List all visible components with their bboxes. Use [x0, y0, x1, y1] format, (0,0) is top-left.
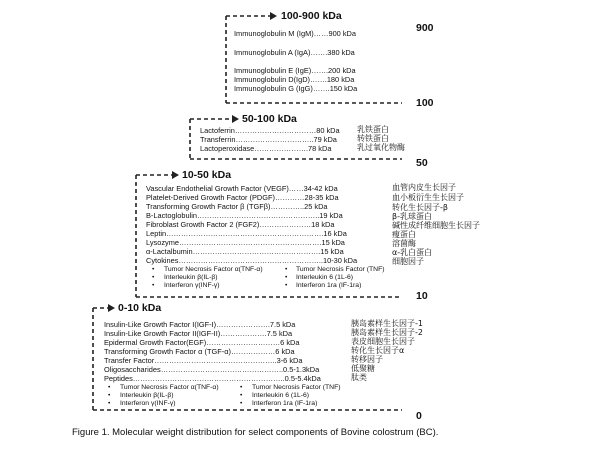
s4-zh-label: 转化生长因子α — [351, 346, 405, 355]
s4-item: Oligosaccharides…………………………………………..0.5-1.3kDa — [104, 365, 320, 374]
s4-zh-label: 胰岛素样生长因子-2 — [351, 328, 423, 337]
bracket-s2-arrowhead — [232, 115, 239, 123]
s4-cytokine-bullet: • — [240, 400, 243, 407]
s3-zh-label: 血小板衍生生长因子 — [392, 193, 464, 202]
s4-cytokine-bullet: • — [108, 392, 111, 399]
bracket-s3-arrowhead — [172, 171, 179, 179]
s2-zh-label: 转铁蛋白 — [357, 134, 389, 143]
s4-item: Insulin-Like Growth Factor I(IGF-I)………………….7.5 kDa — [104, 320, 296, 329]
s3-zh-label: α-乳白蛋白 — [392, 248, 433, 257]
s4-cytokine-bullet: • — [240, 392, 243, 399]
s3-item: Fibroblast Growth Factor 2 (FGF2)…………………18 kDa — [146, 220, 335, 229]
s3-zh-label: 细胞因子 — [392, 257, 424, 266]
scale-label-50: 50 — [416, 157, 428, 169]
s4-cytokine-bullet: • — [108, 384, 111, 391]
s4-item: Transfer Factor…………………………………………..3-6 kDa — [104, 356, 303, 365]
bracket-s4-arrowhead — [108, 304, 115, 312]
s2-item: Lactoferrin……………………………80 kDa — [200, 126, 340, 135]
s1-item: Immunoglobulin D(IgD)…….180 kDa — [234, 75, 355, 84]
s1-item: Immunoglobulin A (IgA)…….380 kDa — [234, 48, 355, 57]
scale-label-0: 0 — [416, 410, 422, 422]
s3-item: Platelet-Derived Growth Factor (PDGF)…………28-35 kDa — [146, 193, 339, 202]
figure-caption: Figure 1. Molecular weight distribution for select components of Bovine colostrum (BC). — [72, 427, 439, 438]
bracket-s1-arrowhead — [270, 12, 277, 20]
s3-item: Transforming Growth Factor β (TGFβ)…………..25 kDa — [146, 202, 328, 211]
s3-cytokine-right: Interleukin 6 (1L-6) — [296, 274, 354, 281]
section-title-10-50: 10-50 kDa — [182, 169, 232, 181]
scale-label-10: 10 — [416, 290, 428, 302]
s3-cytokine-left: Interferon γ(INF-γ) — [164, 282, 220, 289]
s4-cytokine-left: Tumor Necrosis Factor α(TNF-α) — [120, 384, 219, 391]
s1-item: Immunoglobulin M (IgM)……900 kDa — [234, 29, 356, 38]
s3-zh-label: 碱性成纤维细胞生长因子 — [392, 221, 480, 230]
s4-zh-label: 胰岛素样生长因子-1 — [351, 319, 423, 328]
s2-zh-label: 乳过氧化物酶 — [357, 143, 405, 152]
s2-zh-label: 乳铁蛋白 — [357, 125, 389, 134]
s4-zh-label: 表皮细胞生长因子 — [351, 337, 415, 346]
s1-item: Immunoglobulin E (IgE)…….200 kDa — [234, 66, 356, 75]
section-title-50-100: 50-100 kDa — [242, 113, 297, 125]
s3-zh-label: 瘦蛋白 — [392, 230, 416, 239]
s3-cytokine-right: Interferon 1ra (IF-1ra) — [296, 282, 362, 289]
s4-zh-label: 低聚糖 — [351, 364, 375, 373]
s4-item: Epidermal Growth Factor(EGF)…………………………6 kDa — [104, 338, 300, 347]
s1-item: Immunoglobulin G (IgG)…….150 kDa — [234, 84, 358, 93]
s4-cytokine-left: Interleukin β(IL-β) — [120, 392, 174, 399]
s4-item: Insulin-Like Growth Factor II(IGF-II)……………….7.5 kDa — [104, 329, 293, 338]
s3-cytokine-right: Tumor Necrosis Factor (TNF) — [296, 266, 385, 273]
s3-zh-label: 转化生长因子-β — [392, 203, 448, 212]
s3-zh-label: β-乳球蛋白 — [392, 212, 432, 221]
s4-cytokine-right: Tumor Necrosis Factor (TNF) — [252, 384, 341, 391]
scale-label-100: 100 — [416, 97, 434, 109]
s2-item: Transferrin…………………………..79 kDa — [200, 135, 337, 144]
s3-item: B-Lactoglobulin…………………………………………..19 kDa — [146, 211, 343, 220]
s4-item: Peptides……………………………………………………..0.5-5.4kDa — [104, 374, 321, 383]
section-title-0-10: 0-10 kDa — [118, 302, 162, 314]
s4-zh-label: 转移因子 — [351, 355, 383, 364]
s3-cytokine-bullet: • — [152, 266, 155, 273]
s4-cytokine-left: Interferon γ(INF-γ) — [120, 400, 176, 407]
section-title-100-900: 100-900 kDa — [281, 10, 342, 22]
s3-cytokine-bullet: • — [152, 282, 155, 289]
s3-item: Vascular Endothelial Growth Factor (VEGF)……34-42 kDa — [146, 184, 338, 193]
s3-cytokine-bullet: • — [285, 266, 288, 273]
s3-item: Leptin……………………………………………………….16 kDa — [146, 229, 347, 238]
s3-item: Cytokines…………………………………………………..10-30 kDa — [146, 256, 358, 265]
s3-cytokine-bullet: • — [152, 274, 155, 281]
s3-zh-label: 血管内皮生长因子 — [392, 183, 456, 192]
s3-item: Lysozyme………………………………………………….15 kDa — [146, 238, 345, 247]
s4-cytokine-bullet: • — [240, 384, 243, 391]
s3-cytokine-bullet: • — [285, 274, 288, 281]
s4-item: Transforming Growth Factor α (TGF-α)………………6 kDa — [104, 347, 295, 356]
scale-label-900: 900 — [416, 22, 434, 34]
s3-zh-label: 溶菌酶 — [392, 239, 416, 248]
s2-item: Lactoperoxidase………………….78 kDa — [200, 144, 332, 153]
s4-cytokine-bullet: • — [108, 400, 111, 407]
s4-cytokine-right: Interleukin 6 (1L-6) — [252, 392, 310, 399]
s3-item: α-Lactalbumin…………………………………………….15 kDa — [146, 247, 344, 256]
s3-cytokine-bullet: • — [285, 282, 288, 289]
s3-cytokine-left: Interleukin β(IL-β) — [164, 274, 218, 281]
s4-cytokine-right: Interferon 1ra (IF-1ra) — [252, 400, 318, 407]
s3-cytokine-left: Tumor Necrosis Factor α(TNF-α) — [164, 266, 263, 273]
s4-zh-label: 肽类 — [351, 373, 367, 382]
